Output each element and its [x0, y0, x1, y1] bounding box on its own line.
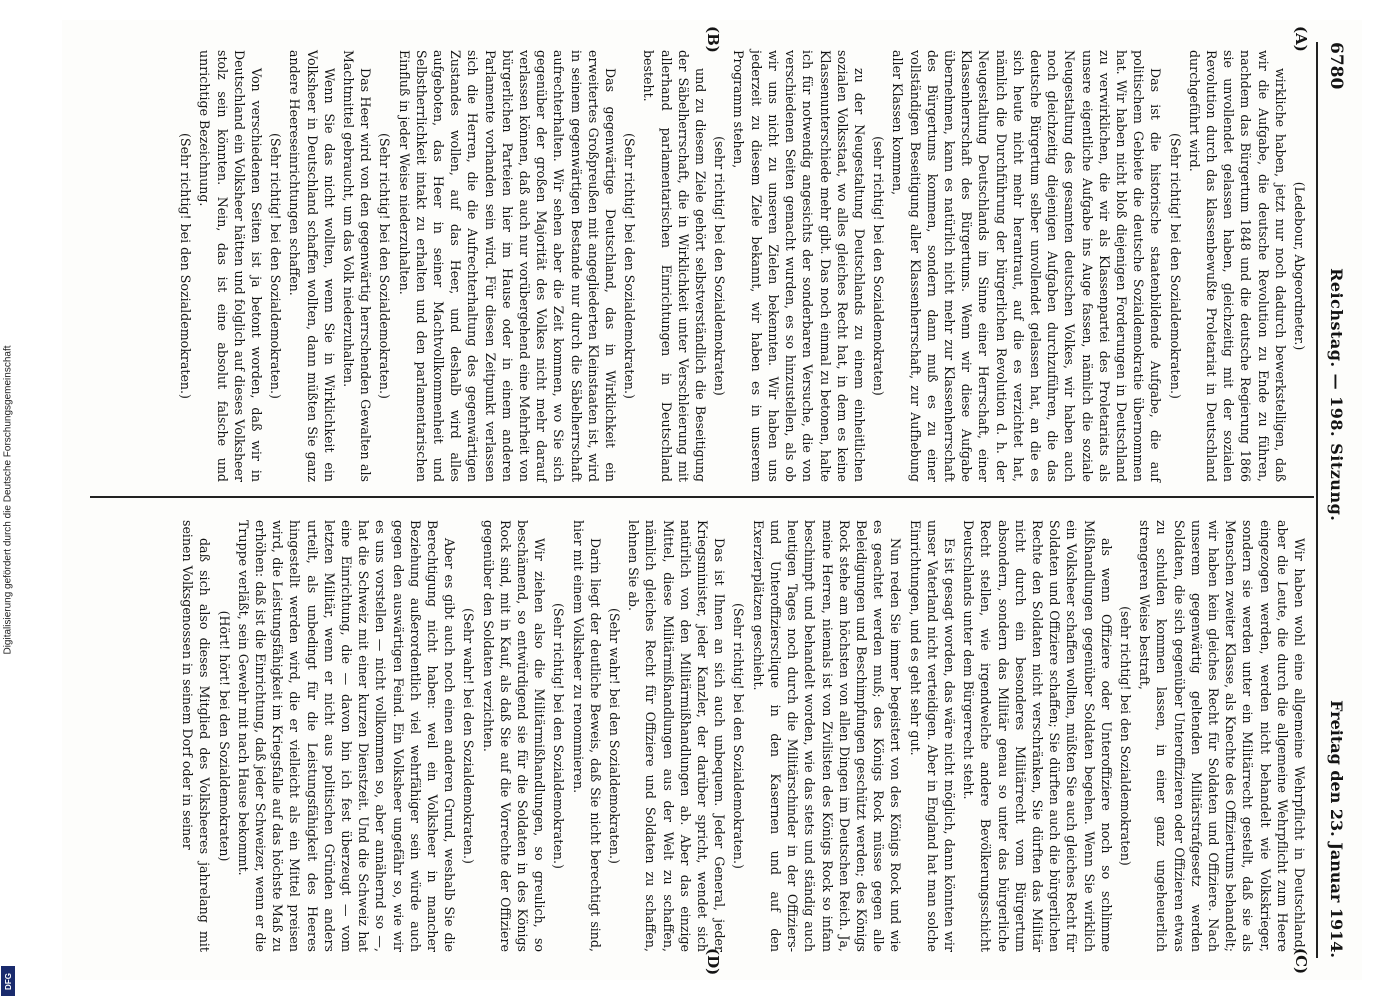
- paragraph: zu der Neugestaltung Deutschlands zu einem einheitlichen sozialen Volksstaat, wo alles gleiches Recht hat, in dem es keine Klassenunterschiede mehr gibt. Das noch einmal zu betonen, halte ich für notwendig angesichts der sonderbaren Versuche, die von verschiedenen Seiten gemacht wurden, es so hinzustellen, als ob wir uns nicht zu unseren Zielen bekennten. Wir haben uns jederzeit zu diesem Ziele bekannt, wir haben es in unserem Programm stehen,: [731, 50, 867, 482]
- page-header: [1320, 42, 1346, 958]
- interjection: (Sehr richtig! bei den Sozialdemokraten.): [1167, 133, 1183, 399]
- paragraph: Das ist die historische staatenbildende Aufgabe, die auf politischem Gebiete die deutsche Sozialdemokratie übernommen hat. Wir haben nicht bloß diejenigen Forderungen in Deutschland zu verwirklichen, die wir als Klassenpartei des Proletariats als unsere eigentliche Aufgabe ins Auge fassen, nämlich die soziale Neugestaltung des gesamten deutschen Volkes, wir haben auch noch gleichzeitig diejenigen Aufgaben durchzuführen, die das deutsche Bürgertum selber unvollendet gelassen hat, an die es sich heute nicht mehr herantraut, auf die es verzichtet hat, nämlich die Durchführung der bürgerlichen Revolution d. h. der Neugestaltung Deutschlands im Sinne einer Herrschaft, einer Klassenherrschaft des Bürgertums. Wenn wir diese Aufgabe übernehmen, kann es natürlich nicht mehr zur Klassenherrschaft des Bürgertums kommen, sondern dann muß es zu einer vollständigen Beseitigung aller Klassenherrschaft, zur Aufhebung aller Klassen kommen,: [889, 50, 1163, 482]
- interjection: (Sehr richtig! bei den Sozialdemokraten.): [177, 133, 193, 399]
- page-number: 6780: [1325, 42, 1346, 90]
- header-rule: [1316, 42, 1318, 958]
- paragraph: Nun reden Sie immer begeistert von des Königs Rock und wie es geachtet werden muß; des Königs Rock müsse gegen alle Beleidigungen und Beschimpfungen geschützt werden; des Königs Rock stehe am höchsten von allen Dingen im Deutschen Reich. Ja, meine Herren, niemals ist von Zivilisten des Königs Rock so infam beschimpft und behandelt worden, wie das stets und ständig auch heutigen Tages noch durch die Militärschinder in der Offiziers- und Unteroffiziersclique in den Kasernen und auf den Exerzierplätzen geschieht.: [750, 520, 903, 952]
- column-divider: [90, 496, 1314, 498]
- paragraph: Wir ziehen also die Militärmißhandlungen, so greulich, so beschämend, so entwürdigend sie für die Soldaten in des Königs Rock sind, mit in Kauf, als daß Sie auf die Vorrechte der Offiziere gegenüber den Soldaten verzichten.: [480, 520, 547, 952]
- interjection: (Sehr richtig! bei den Sozialdemokraten.): [621, 133, 637, 399]
- interjection: (Sehr richtig! bei den Sozialdemokraten.): [267, 133, 283, 399]
- session-date: Freitag den 23. Januar 1914.: [1326, 700, 1346, 958]
- paragraph: Das ist Ihnen an sich auch unbequem. Jeder General, jeder Kriegsminister, jeder Kanzler, der darüber spricht, wendet sich natürlich von den Militärmißhandlungen ab. Aber das einzige Mittel, diese Militärmißhandlungen aus der Welt zu schaffen, nämlich gleiches Recht für Offiziere und Soldaten zu schaffen, lehnen Sie ab.: [625, 520, 727, 952]
- margin-marker-d: (D): [703, 948, 722, 976]
- interjection: (Sehr wahr! bei den Sozialdemokraten.): [460, 608, 476, 864]
- right-text-column: [177, 520, 1308, 952]
- paragraph: Aber es gibt auch noch einen anderen Grund, weshalb Sie die Berechtigung nicht haben: weil ein Volksheer in mancher Beziehung außerordentlich viel wehrfähiger sein würde auch gegen den auswärtigen Feind. Ein Volksheer ungefähr so, wie wir es uns vorstellen — nicht vollkommen so, aber annähernd so —, hat die Schweiz mit einer kurzen Dienstzeit. Und die Schweiz hat eine Einrichtung, die — davon bin ich fest überzeugt — vom letzten Militär, wenn er nicht aus politischen Gründen anders urteilt, als unbedingt für die Leistungsfähigkeit des Heeres hingestellt werden wird, die er vielleicht als ein Mittel preisen wird, die Leistungsfähigkeit im Kriegsfalle auf das höchste Maß zu erhöhen: daß ist die Einrichtung, daß jeder Schweizer, wenn er die Truppe verläßt, sein Gewehr mit nach Hause bekommt.: [235, 520, 457, 952]
- paragraph: Wenn Sie das nicht wollten, wenn Sie in Wirklichkeit ein Volksheer in Deutschland schaffen wollten, dann müßten Sie ganz andere Heereseinrichtungen schaffen.: [286, 50, 337, 482]
- digitization-footer: [0, 0, 16, 1000]
- margin-marker-c: (C): [1291, 948, 1310, 975]
- speaker-line: (Ledebour, Abgeordneter.): [1291, 181, 1307, 351]
- document-page: [62, 20, 1362, 980]
- digitization-note: Digitalisierung gefördert durch die Deutsche Forschungsgemeinschaft: [2, 345, 14, 655]
- running-title: Reichstag. — 198. Sitzung.: [1326, 268, 1346, 522]
- paragraph: Es ist gesagt worden, das wäre nicht möglich, dann könnten wir unser Vaterland nicht verteidigen. Aber in England hat man solche Einrichtungen, und es geht sehr gut.: [907, 520, 957, 952]
- interjection: (Sehr wahr! bei den Sozialdemokraten.): [606, 608, 622, 864]
- interjection: (Hört! hört! bei den Sozialdemokraten): [216, 610, 232, 862]
- paragraph: und zu diesem Ziele gehört selbstverständlich die Beseitigung der Säbelherrschaft, die in Wirklichkeit unter Verschleierung mit allerhand parlamentarischen Einrichtungen in Deutschland besteht.: [640, 50, 708, 482]
- paragraph: Das Heer wird von den gegenwärtig herrschenden Gewalten als Machtmittel gebraucht, um das Volk niederzuhalten.: [340, 50, 373, 482]
- paragraph: wirkliche haben, jetzt nur noch dadurch bewerkstelligen, daß wir die Aufgabe, die deutsche Revolution zu Ende zu führen, nachdem das Bürgertum 1848 und die deutsche Regierung 1866 sie unvollendet gelassen haben, gleichzeitig mit der sozialen Revolution durch das klassenbewußte Proletariat in Deutschland durchgeführt wird.: [1186, 50, 1288, 482]
- interjection: (sehr richtig! bei den Sozialdemokraten): [711, 136, 727, 396]
- interjection: (Sehr richtig! bei den Sozialdemokraten.): [731, 603, 746, 869]
- margin-marker-a: (A): [1291, 26, 1310, 52]
- paragraph: Darin liegt der deutliche Beweis, daß Sie nicht berechtigt sind, hier mit einem Volksheer zu renommieren.: [570, 520, 603, 952]
- interjection: (sehr richtig! bei den Sozialdemokraten): [1117, 606, 1133, 866]
- paragraph: als wenn Offiziere oder Unteroffiziere noch so schlimme Mißhandlungen gegenüber Soldaten begehen. Wenn Sie wirklich ein Volksheer schaffen wollten, müßten Sie auch gleiches Recht für Soldaten und Offiziere schaffen; Sie dürften auch die bürgerlichen Rechte den Soldaten nicht verschränken, Sie dürften das Militär nicht durch ein besonderes Militärrecht vom Bürgertum absondern, sondern das Militär genau so unter das bürgerliche Recht stellen, wie irgendwelche andere Bevölkerungsschicht Deutschlands unter dem Bürgerrecht steht.: [960, 520, 1114, 952]
- dfg-logo: [1, 966, 15, 996]
- interjection: (Sehr richtig! bei den Sozialdemokraten.): [376, 133, 392, 399]
- interjection: (Sehr richtig! bei den Sozialdemokraten.): [550, 603, 566, 869]
- dfg-logo-text: DFG: [3, 972, 13, 990]
- paragraph: daß sich also dieses Mitglied des Volksheeres jahrelang mit seinen Volksgenossen in seinem Dorf oder in seiner: [179, 520, 212, 952]
- interjection: (sehr richtig! bei den Sozialdemokraten): [870, 136, 886, 396]
- margin-marker-b: (B): [703, 26, 722, 53]
- paragraph: Von verschiedenen Seiten ist ja betont worden, daß wir in Deutschland ein Volksheer hätten und folglich auf dieses Volksheer stolz sein könnten. Nein, das ist eine absolut falsche und unrichtige Bezeichnung.: [196, 50, 264, 482]
- paragraph: Wir haben wohl eine allgemeine Wehrpflicht in Deutschland; aber die Leute, die durch die allgemeine Wehrpflicht zum Heere eingezogen werden, werden nicht behandelt wie Volkskrieger, sondern sie werden unter ein Militärrecht gestellt, daß sie als Menschen zweiter Klasse, als Knechte des Offiziertums behandelt; wir haben kein gleiches Recht für Soldaten und Offiziere. Nach unserem gegenwärtig geltenden Militärstrafgesetz werden Soldaten, die sich gegenüber Unteroffizieren oder Offizieren etwas zu schulden kommen lassen, in einer ganz ungeheuerlich strengeren Weise bestraft,: [1136, 520, 1307, 952]
- left-text-column: [175, 50, 1308, 482]
- paragraph: Das gegenwärtige Deutschland, das in Wirklichkeit ein erweitertes Großpreußen mit angegliederten Kleinstaaten ist, wird in seinem gegenwärtigen Bestande nur durch die Säbelherrschaft aufrechterhalten. Wir sehen aber die Zeit kommen, wo Sie sich gegenüber der großen Majorität des Volkes nicht mehr darauf verlassen können, daß auch nur vorübergehend eine Mehrheit von bürgerlichen Parteien hier im Hause oder in einem anderen Parlamente vorhanden sein wird. Für diesen Zeitpunkt verlassen sich die Herren, die die Aufrechterhaltung des gegenwärtigen Zustandes wollen, auf das Heer, und deshalb wird alles aufgeboten, das Heer in seiner Machtvollkommenheit und Selbstherrlichkeit intakt zu erhalten und den parlamentarischen Einfluß in jeder Weise niederzuhalten.: [396, 50, 618, 482]
